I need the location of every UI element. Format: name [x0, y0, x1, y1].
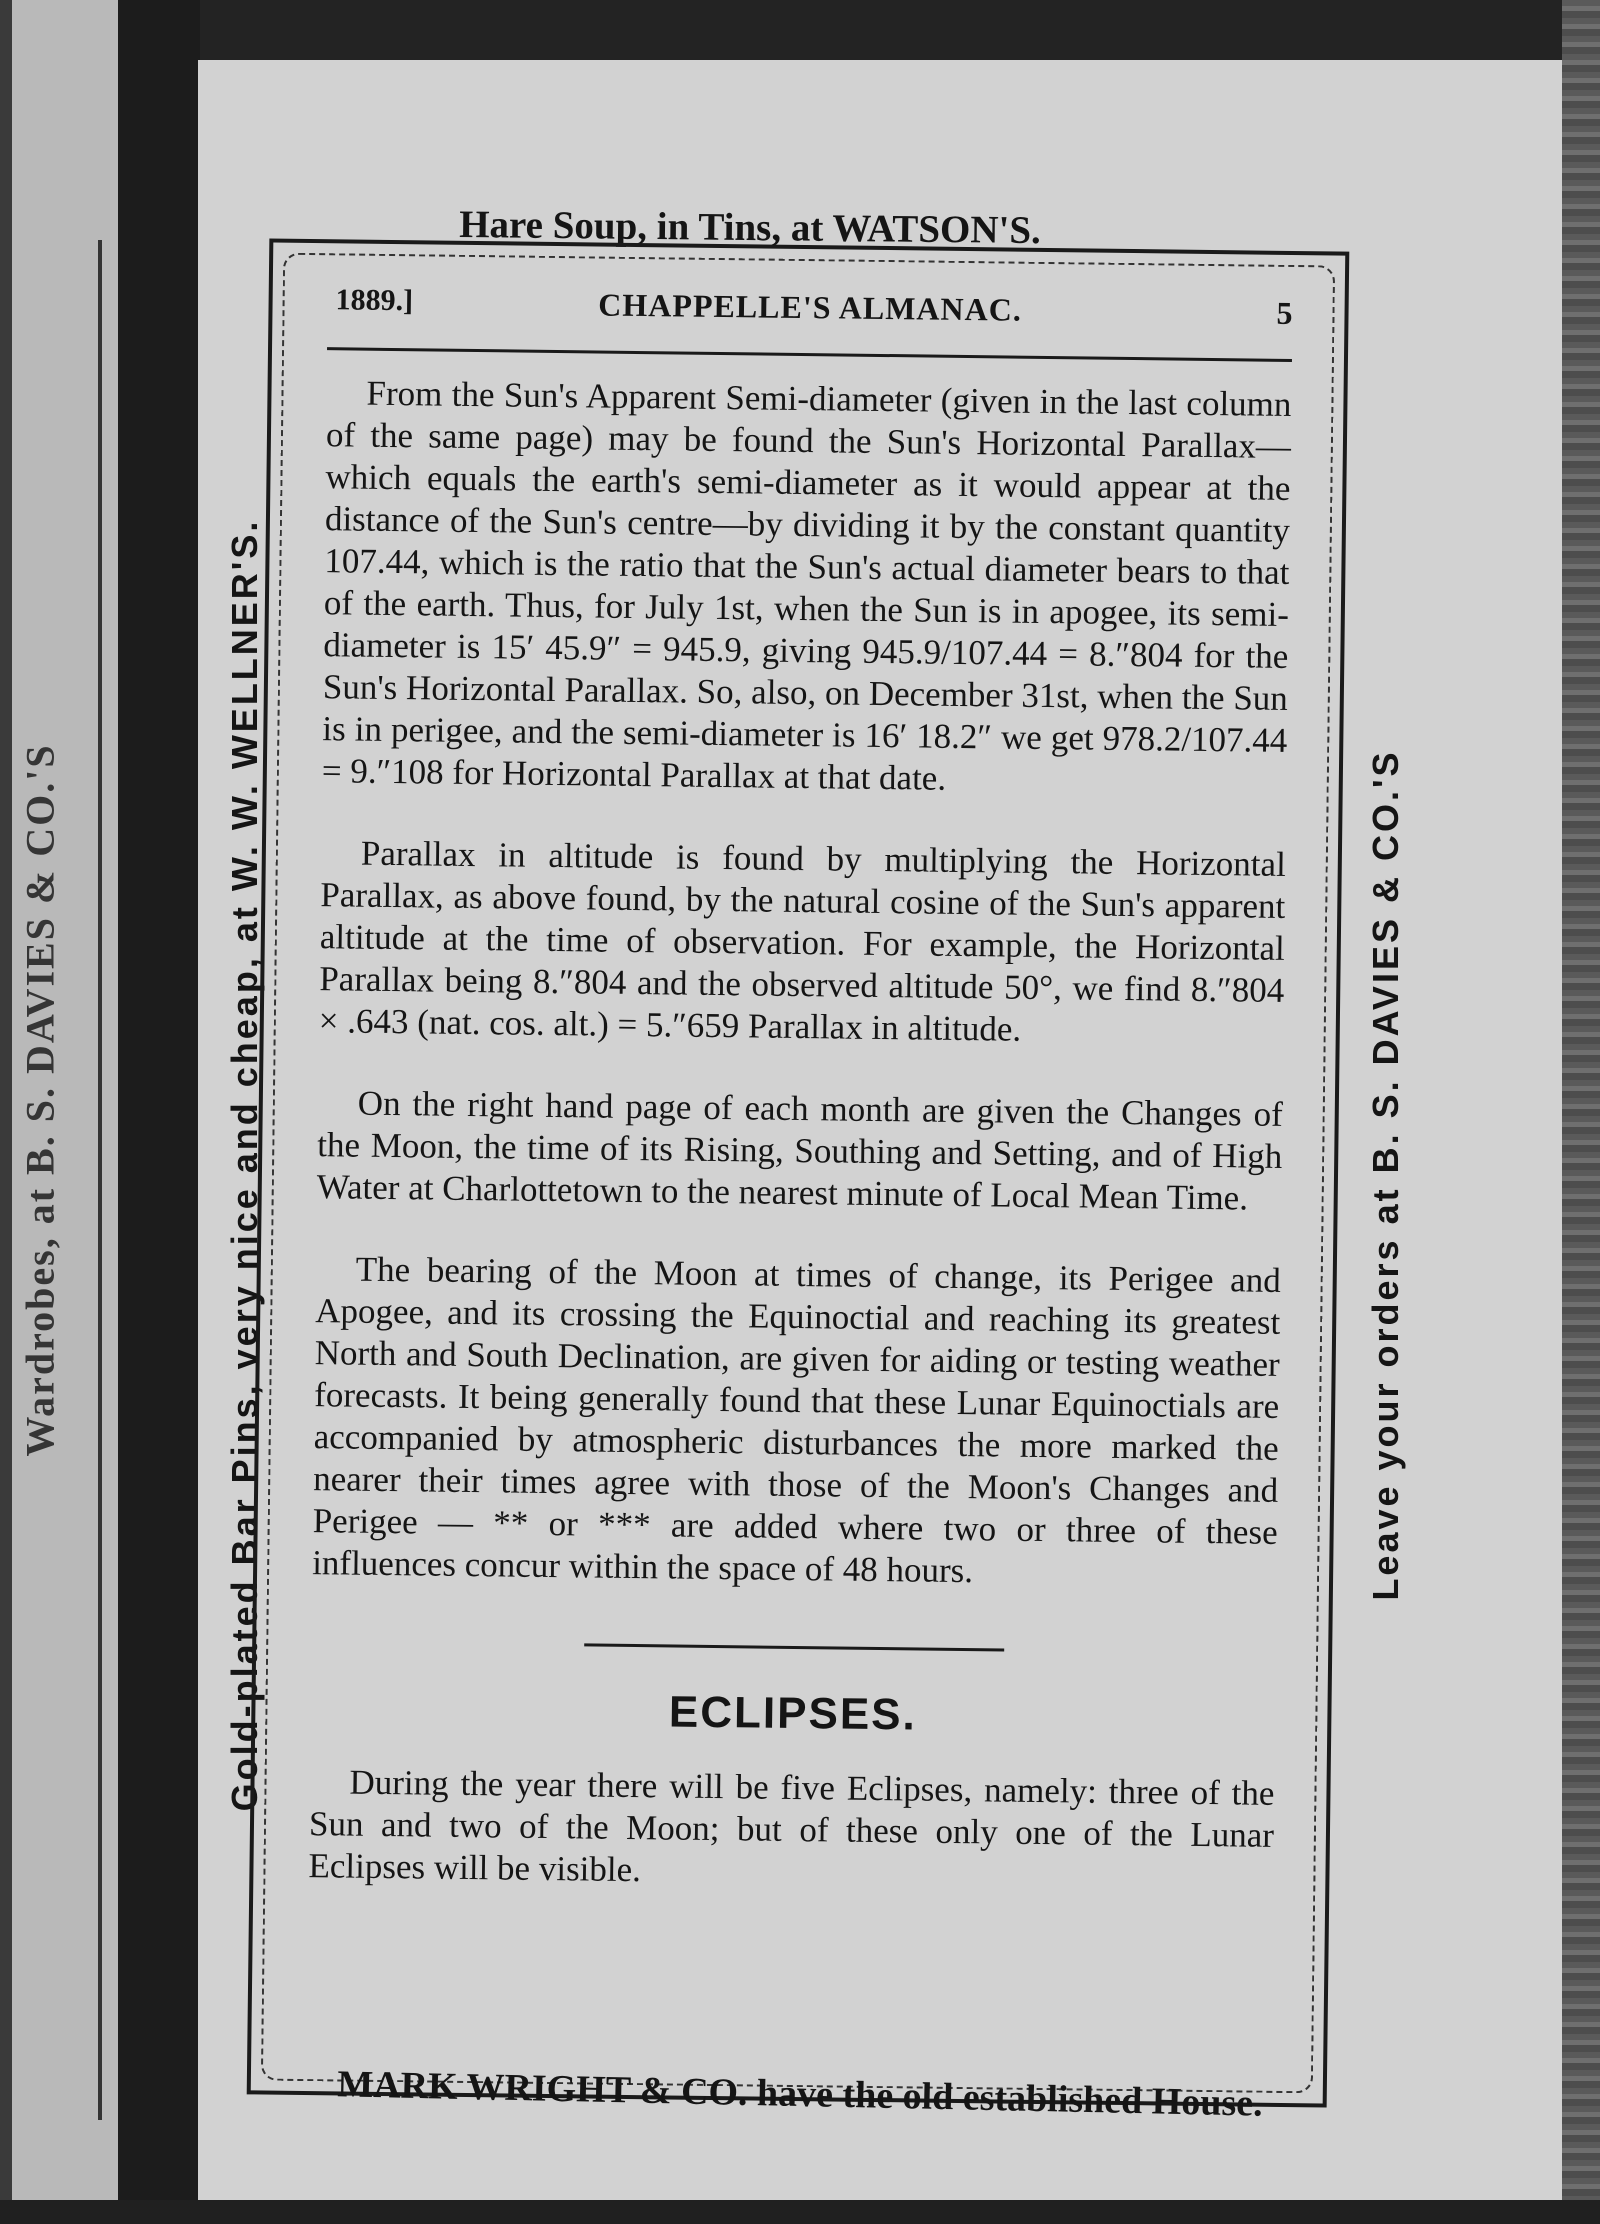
paragraph-horizontal-parallax: From the Sun's Apparent Semi-diameter (given in the last column of the same page) may be found the Sun's Horizontal Parallax—which equals the earth's semi-diameter as it would appear at the distance of the Sun's centre—by dividing it by the constant quantity 107.44, which is the ratio that the Sun's actual diameter bears to that of the earth. Thus, for July 1st, when the Sun is in apogee, its semi-diameter is 15′ 45.9″ = 945.9, giving 945.9/107.44 = 8.″804 for the Sun's Horizontal Parallax. So, also, on December 31st, when the Sun is in perigee, and the semi-diameter is 16′ 18.2″ we get 978.2/107.44 = 9.″108 for Horizontal Parallax at that date. [321, 373, 1292, 798]
paragraph-parallax-altitude: Parallax in altitude is found by multiplying the Horizontal Parallax, as above found, by the natural cosine of the Sun's apparent altitude at the time of observation. For example, the Horizontal Parallax being 8.″804 and the observed altitude 50°, we find 8.″804 × .643 (nat. cos. alt.) = 5.″659 Parallax in altitude. [318, 833, 1287, 1049]
book-binding-gutter [118, 0, 200, 2224]
paragraph-moon-changes: On the right hand page of each month are given the Changes of the Moon, the time of its Rising, Southing and Setting, and of High Water at Charlottetown to the nearest minute of Local Mean Time. [316, 1083, 1283, 1218]
page-content [308, 283, 1293, 1899]
previous-page-edge-text: Wardrobes, at B. S. DAVIES & CO.'S [17, 743, 63, 1457]
previous-page-border [98, 240, 102, 2120]
right-margin-advertisement: Leave your orders at B. S. DAVIES & CO.'S [1365, 749, 1406, 1601]
header-advertisement: Hare Soup, in Tins, at WATSON'S. [458, 202, 1042, 253]
running-head-title: CHAPPELLE'S ALMANAC. [598, 286, 1023, 328]
paragraph-eclipses: During the year there will be five Eclipses, namely: three of the Sun and two of the Moon; but of these only one of the Lunar Eclipses will be visible. [308, 1762, 1275, 1890]
section-divider [584, 1643, 1004, 1651]
page-number: 5 [1276, 294, 1293, 331]
page-edge-texture [1562, 0, 1600, 2224]
scan-bottom-border [0, 2200, 1600, 2224]
text-frame [247, 238, 1350, 2107]
running-head [327, 283, 1293, 353]
eclipses-heading: ECLIPSES. [668, 1687, 918, 1740]
left-margin-advertisement: Gold-plated Bar Pins, very nice and cheap, at W. W. WELLNER'S. [224, 518, 265, 1812]
paragraph-moon-bearing: The bearing of the Moon at times of change, its Perigee and Apogee, and its crossing the Equinoctial and reaching its greatest North and South Declination, are given for aiding or testing weather forecasts. It being generally found that these Lunar Equinoctials are accompanied by atmospheric disturbances the more marked the nearer their times agree with those of the Moon's Changes and Perigee — ** or *** are added where two or three of these influences concur within the space of 48 hours. [311, 1249, 1281, 1591]
running-head-year: 1889.] [335, 283, 414, 318]
scan-left-shadow [0, 0, 12, 2224]
previous-page-strip [0, 0, 118, 2224]
footer-advertisement: MARK WRIGHT & CO. have the old established House. [336, 2063, 1264, 2125]
